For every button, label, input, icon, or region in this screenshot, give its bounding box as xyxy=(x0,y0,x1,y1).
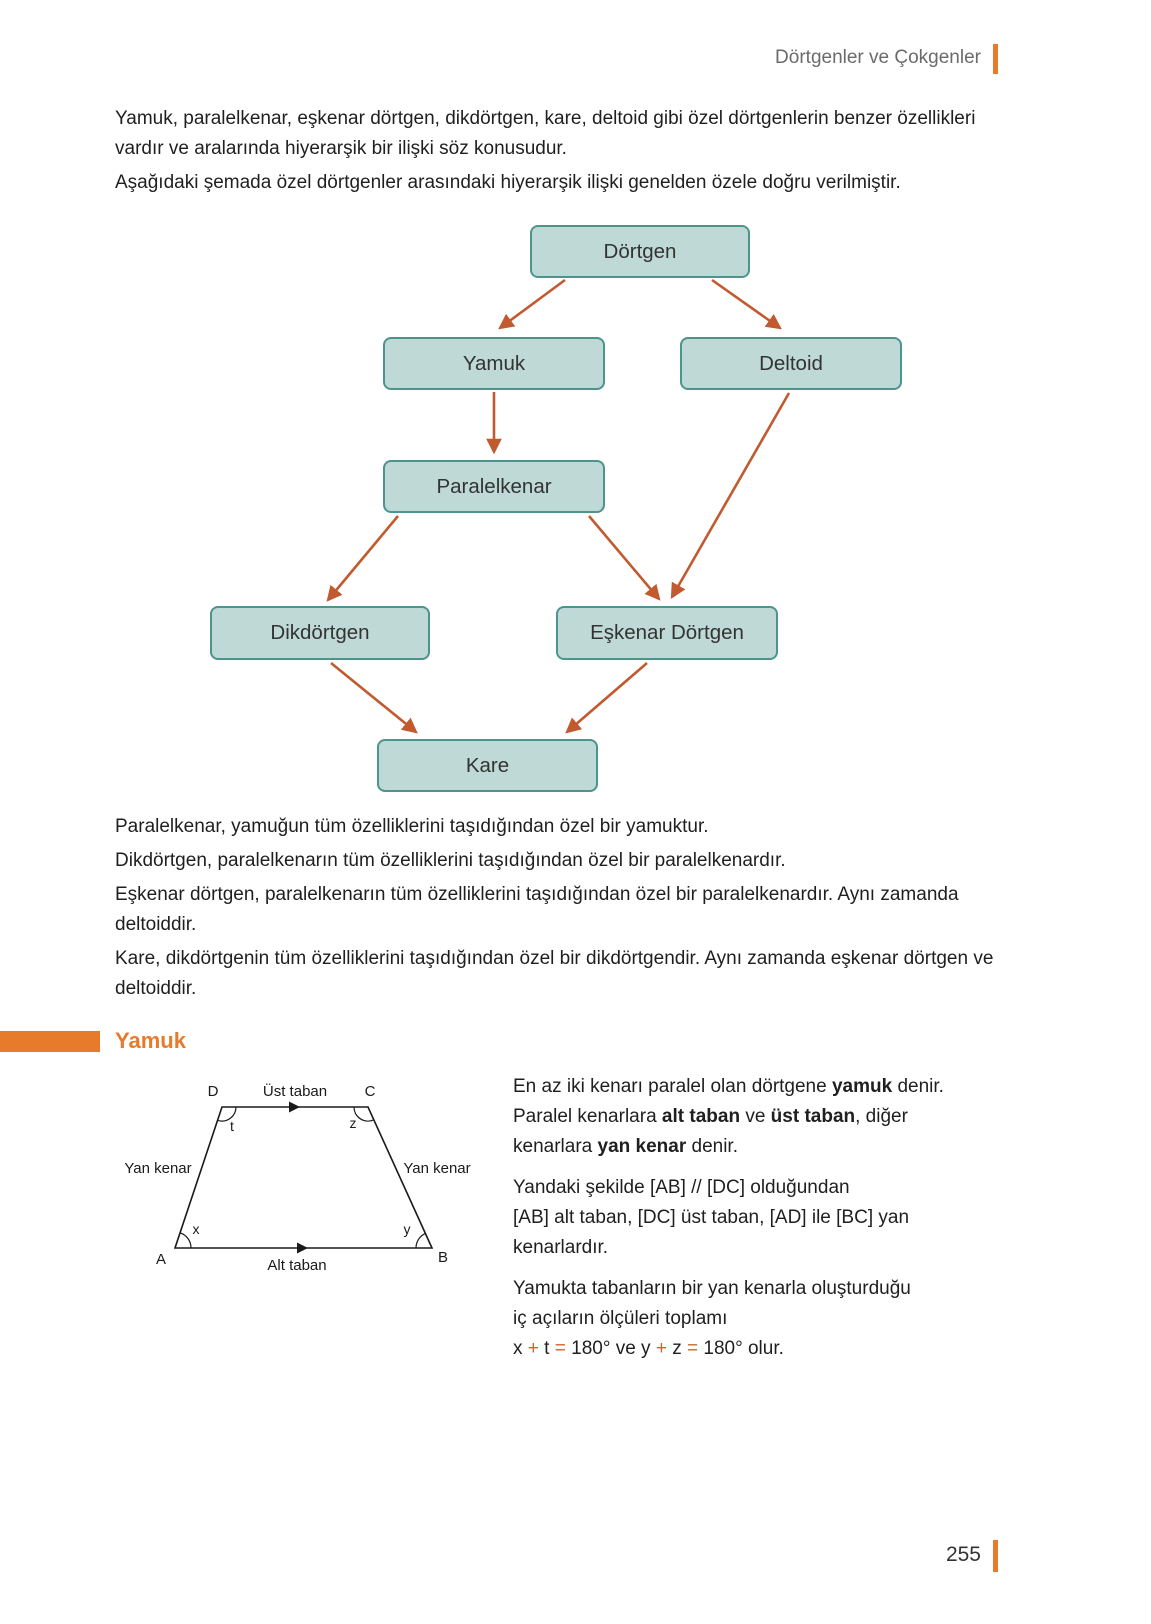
node-deltoid: Deltoid xyxy=(680,337,902,390)
yan-kenar-right-label: Yan kenar xyxy=(403,1160,471,1177)
vertex-b-label: B xyxy=(437,1249,449,1266)
equation-term: 180° ve y xyxy=(565,1338,656,1359)
equation-term: 180° olur. xyxy=(698,1338,784,1359)
hierarchy-note-2: Dikdörtgen, paralelkenarın tüm özelliklerini taşıdığından özel bir paralelkenardır. xyxy=(115,850,786,871)
diagram-arrows xyxy=(115,220,1015,810)
vertex-a-label: A xyxy=(155,1251,167,1268)
plus-operator: + xyxy=(655,1338,667,1359)
text-run: denir. xyxy=(892,1076,944,1097)
arrow-paralelkenar-to-dikdortgen xyxy=(328,516,398,600)
trapezoid-svg xyxy=(125,1078,475,1278)
angle-arc-b xyxy=(416,1233,425,1248)
equation-term: x xyxy=(513,1338,528,1359)
angle-t-label: t xyxy=(230,1118,234,1134)
trapezoid-figure xyxy=(125,1078,475,1278)
yan-kenar-left-label: Yan kenar xyxy=(125,1160,192,1177)
ust-taban-label: Üst taban xyxy=(262,1083,328,1100)
page-number: 255 xyxy=(945,1543,981,1566)
node-eskenar-dortgen: Eşkenar Dörtgen xyxy=(556,606,778,660)
plus-operator: + xyxy=(527,1338,539,1359)
term-yamuk: yamuk xyxy=(831,1076,893,1097)
hierarchy-notes xyxy=(115,812,1012,1008)
angle-arc-a xyxy=(180,1233,191,1248)
angle-x-label: x xyxy=(192,1221,200,1237)
hierarchy-note-3: Eşkenar dörtgen, paralelkenarın tüm özelliklerini taşıdığından özel bir paralelkenardır. Aynı zamanda deltoiddir. xyxy=(115,884,959,935)
alt-taban-label: Alt taban xyxy=(267,1257,327,1274)
text-line: Yandaki şekilde [AB] // [DC] olduğundan xyxy=(513,1177,850,1198)
node-dikdortgen: Dikdörtgen xyxy=(210,606,430,660)
arrow-paralelkenar-to-eskenar xyxy=(589,516,659,599)
yamuk-paragraph-3 xyxy=(513,1274,1018,1364)
text-line: [AB] alt taban, [DC] üst taban, [AD] ile [BC] yan xyxy=(513,1207,910,1228)
yamuk-paragraph-1 xyxy=(513,1072,1018,1162)
intro-section xyxy=(115,104,1012,202)
header-accent-bar xyxy=(993,44,998,74)
text-run: Paralel kenarlara xyxy=(513,1106,662,1127)
node-paralelkenar: Paralelkenar xyxy=(383,460,605,513)
equals-operator: = xyxy=(687,1338,699,1359)
equation-term: t xyxy=(538,1338,555,1359)
quadrilateral-hierarchy-diagram xyxy=(115,220,1015,810)
node-yamuk: Yamuk xyxy=(383,337,605,390)
yamuk-paragraph-2 xyxy=(513,1173,1018,1263)
intro-paragraph-2: Aşağıdaki şemada özel dörtgenler arasındaki hiyerarşik ilişki genelden özele doğru verilmiştir. xyxy=(115,172,901,193)
text-line: iç açıların ölçüleri toplamı xyxy=(513,1308,728,1329)
yamuk-description xyxy=(513,1072,1018,1375)
arrow-dortgen-to-yamuk xyxy=(500,280,565,328)
text-line xyxy=(513,1132,1018,1162)
text-line xyxy=(513,1072,1018,1102)
term-alt-taban: alt taban xyxy=(661,1106,741,1127)
angle-z-label: z xyxy=(349,1115,357,1131)
footer-accent-bar xyxy=(993,1540,998,1572)
vertex-d-label: D xyxy=(207,1083,219,1100)
intro-paragraph-1: Yamuk, paralelkenar, eşkenar dörtgen, dikdörtgen, kare, deltoid gibi özel dörtgenlerin benzer özellikleri vardır ve aralarında hiyerarşik bir ilişki söz konusudur. xyxy=(115,108,976,159)
text-run: En az iki kenarı paralel olan dörtgene xyxy=(513,1076,832,1097)
arrow-eskenar-to-kare xyxy=(567,663,647,732)
arrow-dortgen-to-deltoid xyxy=(712,280,780,328)
text-run: ve xyxy=(740,1106,771,1127)
term-ust-taban: üst taban xyxy=(770,1106,856,1127)
vertex-c-label: C xyxy=(364,1083,376,1100)
arrow-dikdortgen-to-kare xyxy=(331,663,416,732)
text-run: kenarlara xyxy=(513,1136,598,1157)
text-line: kenarlardır. xyxy=(513,1237,609,1258)
section-accent-bar xyxy=(0,1031,100,1052)
page-header-title: Dörtgenler ve Çokgenler xyxy=(775,47,981,68)
term-yan-kenar: yan kenar xyxy=(597,1136,687,1157)
equation-term: z xyxy=(666,1338,687,1359)
arrow-deltoid-to-eskenar xyxy=(672,393,789,597)
angle-y-label: y xyxy=(403,1221,411,1237)
hierarchy-note-1: Paralelkenar, yamuğun tüm özelliklerini taşıdığından özel bir yamuktur. xyxy=(115,816,709,837)
text-line: Yamukta tabanların bir yan kenarla oluşturduğu xyxy=(513,1278,911,1299)
equation-line xyxy=(513,1334,1018,1364)
text-run: denir. xyxy=(686,1136,738,1157)
trapezoid-outline xyxy=(175,1107,432,1248)
node-dortgen: Dörtgen xyxy=(530,225,750,278)
text-line xyxy=(513,1102,1018,1132)
parallel-mark-top-icon xyxy=(289,1102,300,1113)
text-run: , diğer xyxy=(855,1106,908,1127)
node-kare: Kare xyxy=(377,739,598,792)
equals-operator: = xyxy=(554,1338,566,1359)
parallel-mark-bottom-icon xyxy=(297,1243,308,1254)
hierarchy-note-4: Kare, dikdörtgenin tüm özelliklerini taşıdığından özel bir dikdörtgendir. Aynı zamanda eşkenar dörtgen ve deltoiddir. xyxy=(115,948,994,999)
section-heading-yamuk: Yamuk xyxy=(115,1028,186,1053)
